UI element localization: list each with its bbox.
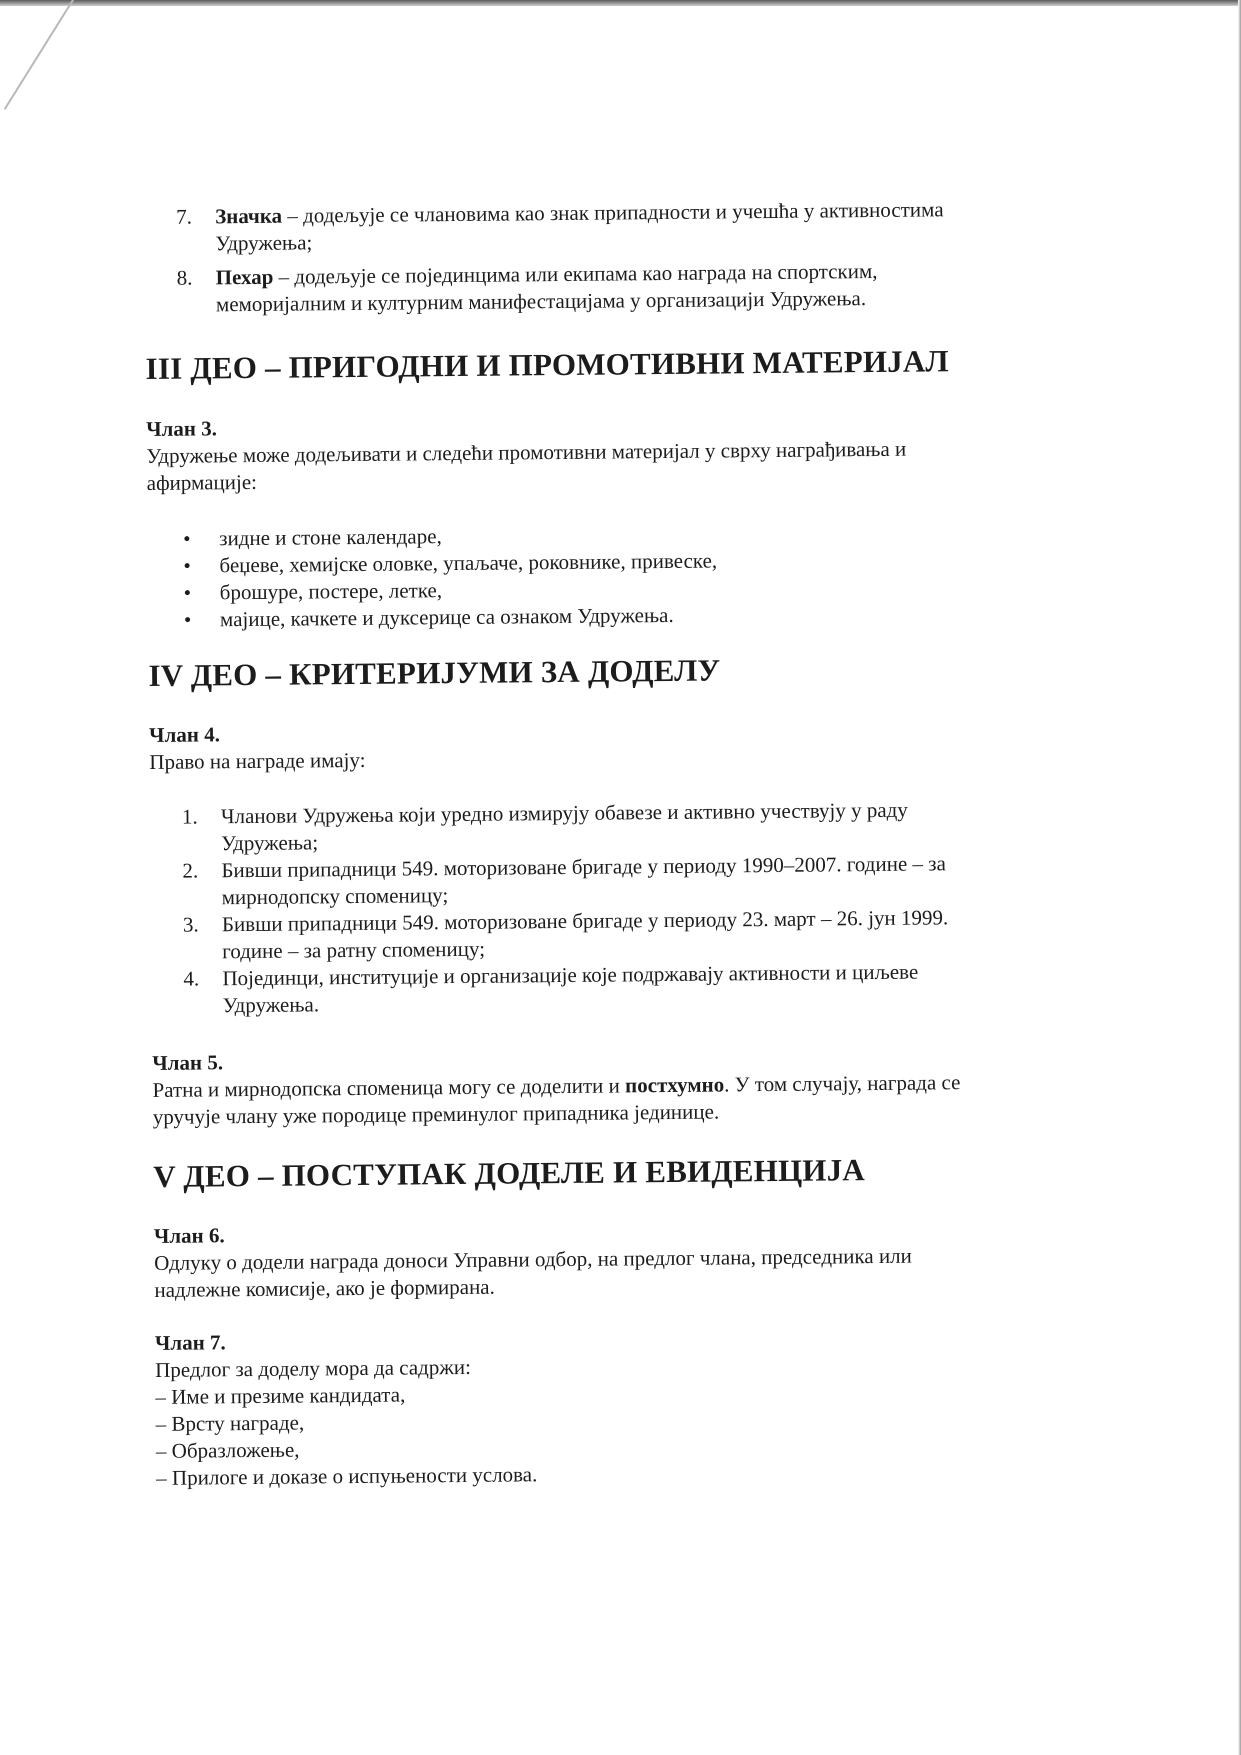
requirement-line: – Име и презиме кандидата,	[155, 1382, 406, 1409]
article-text-line: уручује члану уже породице преминулог припадника јединице.	[152, 1099, 720, 1129]
list-text: Појединци, институције и организације које подржавају активности и циљеве	[222, 959, 919, 991]
section-heading-v: V ДЕО – ПОСТУПАК ДОДЕЛЕ И ЕВИДЕНЦИЈА	[153, 1152, 866, 1194]
article-text-line: надлежне комисије, ако је формирана.	[154, 1274, 495, 1302]
promo-material-list	[147, 517, 1098, 634]
article-text: Право на награде имају:	[149, 747, 366, 774]
list-number: 7.	[176, 204, 192, 229]
article-title: Члан 4.	[148, 722, 221, 747]
article-title: Члан 5.	[152, 1050, 224, 1075]
list-number: 4.	[183, 966, 200, 991]
list-text-continued: Удружења.	[222, 992, 320, 1018]
bullet-icon: •	[183, 607, 192, 632]
section-heading-iv: IV ДЕО – КРИТЕРИЈУМИ ЗА ДОДЕЛУ	[148, 652, 721, 693]
scan-fold-corner	[0, 0, 90, 120]
section-heading-iii: III ДЕО – ПРИГОДНИ И ПРОМОТИВНИ МАТЕРИЈАЛ	[145, 343, 949, 386]
list-number: 8.	[176, 265, 193, 290]
article-text-line: Предлог за доделу мора да садржи:	[155, 1354, 471, 1382]
list-text-continued: године – за ратну споменицу;	[222, 936, 486, 964]
list-item	[145, 256, 1095, 319]
bullet-text: брошуре, постере, летке,	[219, 578, 443, 605]
bullet-icon: •	[183, 526, 191, 551]
list-item	[151, 903, 1101, 966]
article-text-line: Удружење може додељивати и следећи промотивни материјал у сврху награђивања и	[146, 436, 907, 468]
requirement-line: – Образложење,	[155, 1437, 300, 1463]
list-item	[150, 795, 1100, 858]
list-term: Пехар	[215, 264, 274, 290]
article-title: Члан 7.	[154, 1330, 226, 1355]
list-text-continued: мирнодопску споменицу;	[221, 883, 449, 910]
scan-shadow-top	[0, 0, 1241, 6]
list-term: Значка	[215, 203, 283, 229]
article-text	[146, 434, 1096, 497]
list-number: 2.	[182, 858, 199, 883]
emphasis-text: постхумно	[624, 1072, 725, 1098]
document-page	[144, 195, 1106, 1492]
list-item	[151, 957, 1101, 1020]
article-text-line: . У том случају, награда се	[724, 1070, 961, 1097]
eligibility-list	[150, 795, 1102, 1020]
list-text: Бивши припадници 549. моторизоване бригаде у периоду 1990–2007. године – за	[221, 851, 946, 883]
list-text-continued: меморијалним и културним манифестацијама у организацији Удружења.	[215, 286, 867, 317]
list-text: – додељује се члановима као знак припадности и учешћа у активностима	[281, 197, 944, 228]
article-text	[154, 1241, 1104, 1304]
bullet-text: беџеве, хемијске оловке, упаљаче, роковнике, привеске,	[219, 548, 718, 578]
list-number: 3.	[182, 912, 199, 937]
bullet-text: мајице, качкете и дуксерице са ознаком Удружења.	[219, 602, 674, 632]
article-title: Члан 6.	[153, 1223, 225, 1248]
list-item	[144, 195, 1094, 258]
article-text	[155, 1348, 1106, 1492]
list-text-continued: Удружења;	[215, 230, 313, 256]
article-title: Члан 3.	[146, 416, 218, 441]
requirement-line: – Прилоге и доказе о испуњености услова.	[156, 1462, 538, 1490]
article-text-line: Ратна и мирнодопска споменица могу се доделити и	[152, 1073, 626, 1102]
list-item	[150, 849, 1100, 912]
list-number: 1.	[181, 804, 198, 829]
bullet-icon: •	[183, 553, 191, 578]
list-text: Бивши припадници 549. моторизоване бригаде у периоду 23. март – 26. јун 1999.	[221, 905, 949, 937]
article-text-line: афирмације:	[146, 469, 258, 495]
article-text-line: Одлуку о додели награда доноси Управни одбор, на предлог члана, председника или	[154, 1243, 912, 1275]
requirement-line: – Врсту награде,	[155, 1410, 305, 1436]
list-text: Чланови Удружења који уредно измирују обавезе и активно учествују у раду	[220, 797, 908, 829]
list-text-continued: Удружења;	[221, 830, 319, 856]
bullet-icon: •	[183, 580, 192, 605]
list-text: – додељује се појединцима или екипама као награда на спортским,	[273, 258, 878, 289]
bullet-text: зидне и стоне календаре,	[219, 524, 442, 551]
award-list-continued	[144, 195, 1095, 319]
article-text	[152, 1068, 1102, 1131]
